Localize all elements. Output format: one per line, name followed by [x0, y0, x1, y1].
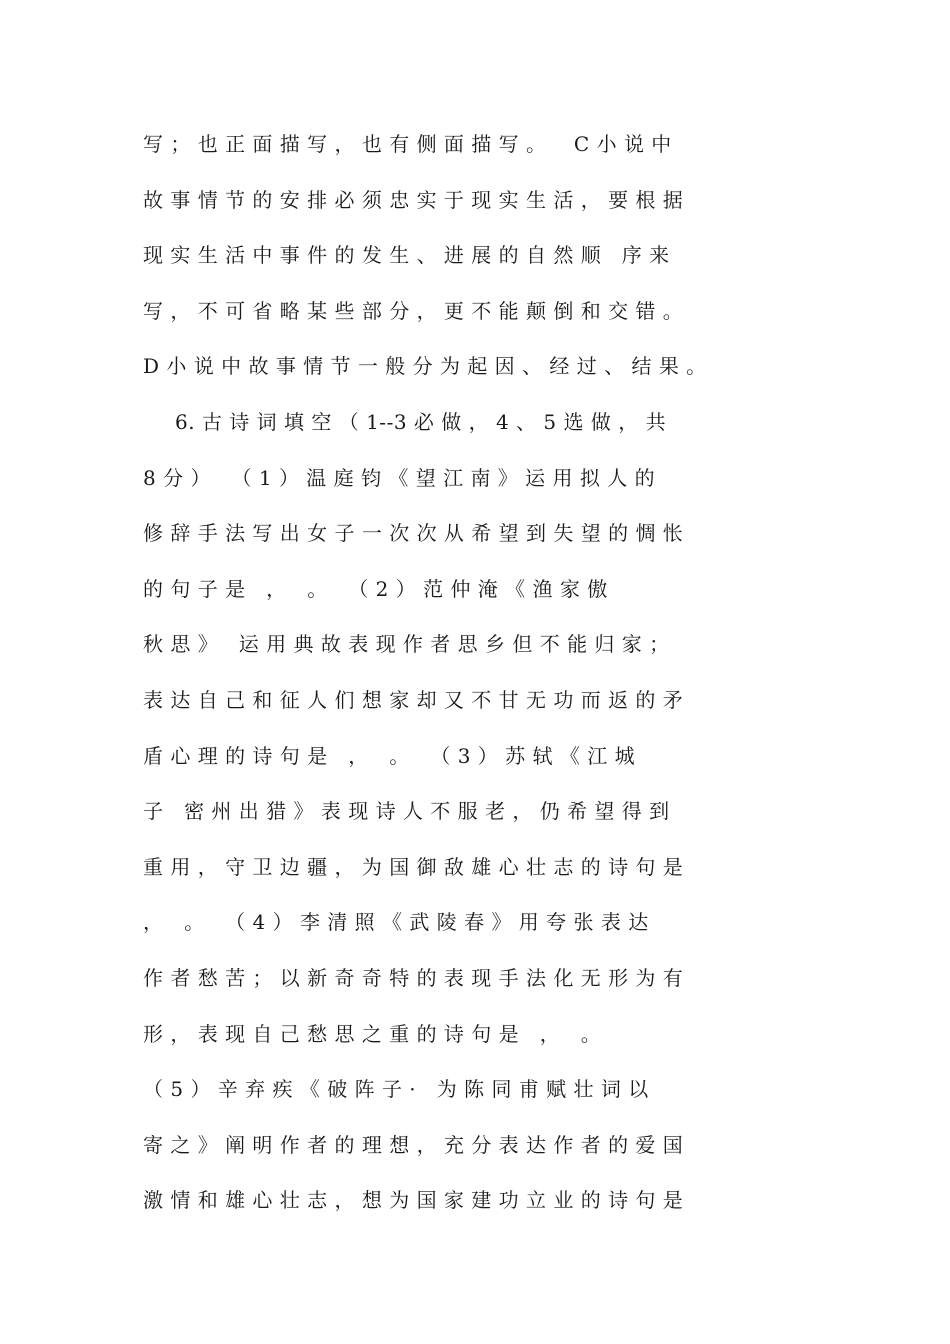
text-line: 作 者 愁 苦 ； 以 新 奇 奇 特 的 表 现 手 法 化 无 形 为 有 — [143, 966, 684, 990]
text-line: 表 达 自 己 和 征 人 们 想 家 却 又 不 甘 无 功 而 返 的 矛 — [143, 688, 684, 712]
text-line: 修 辞 手 法 写 出 女 子 一 次 次 从 希 望 到 失 望 的 惆 怅 — [143, 521, 684, 545]
text-line: 寄 之 》 阐 明 作 者 的 理 想 ， 充 分 表 达 作 者 的 爱 国 — [143, 1133, 684, 1157]
text-line: 写 ， 不 可 省 略 某 些 部 分 ， 更 不 能 颠 倒 和 交 错 。 — [143, 299, 684, 323]
text-line: 形 ， 表 现 自 己 愁 思 之 重 的 诗 句 是 ， 。 — [143, 1022, 602, 1046]
text-line: 8 分 ） （ 1 ） 温 庭 钧 《 望 江 南 》 运 用 拟 人 的 — [143, 466, 656, 490]
text-line: ， 。 （ 4 ） 李 清 照 《 武 陵 春 》 用 夸 张 表 达 — [143, 910, 649, 934]
text-line: 故 事 情 节 的 安 排 必 须 忠 实 于 现 实 生 活 ， 要 根 据 — [143, 188, 684, 212]
text-line: 子 密 州 出 猎 》 表 现 诗 人 不 服 老 ， 仍 希 望 得 到 — [143, 799, 670, 823]
text-line: （ 5 ） 辛 弃 疾 《 破 阵 子 · 为 陈 同 甫 赋 壮 词 以 — [143, 1077, 649, 1101]
text-line: 重 用 ， 守 卫 边 疆 ， 为 国 御 敌 雄 心 壮 志 的 诗 句 是 — [143, 855, 684, 879]
text-line: D 小 说 中 故 事 情 节 一 般 分 为 起 因 、 经 过 、 结 果 。 — [143, 354, 707, 378]
text-line: 激 情 和 雄 心 壮 志 ， 想 为 国 家 建 功 立 业 的 诗 句 是 — [143, 1188, 684, 1212]
text-line: 秋 思 》 运 用 典 故 表 现 作 者 思 乡 但 不 能 归 家 ； — [143, 632, 670, 656]
text-line: 写 ； 也 正 面 描 写 ， 也 有 侧 面 描 写 。 C 小 说 中 — [143, 132, 672, 156]
text-line: 6. 古 诗 词 填 空 （ 1--3 必 做 ， 4 、 5 选 做 ， 共 — [175, 410, 667, 434]
text-line: 现 实 生 活 中 事 件 的 发 生 、 进 展 的 自 然 顺 序 来 — [143, 243, 670, 267]
text-line: 盾 心 理 的 诗 句 是 ， 。 （ 3 ） 苏 轼 《 江 城 — [143, 744, 636, 768]
text-line: 的 句 子 是 ， 。 （ 2 ） 范 仲 淹 《 渔 家 傲 — [143, 577, 608, 601]
